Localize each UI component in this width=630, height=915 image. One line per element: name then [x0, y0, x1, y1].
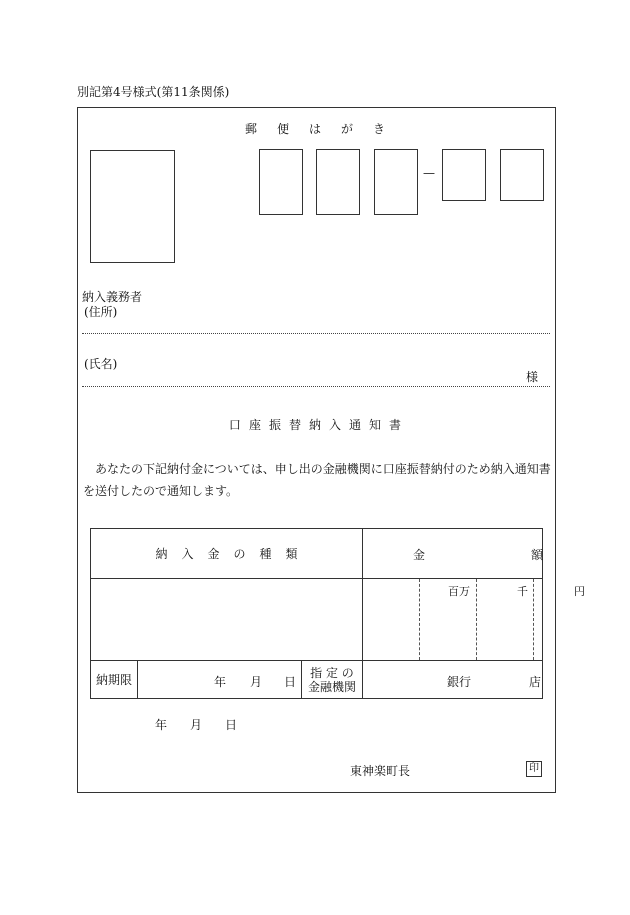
postcard-title-char: が: [341, 122, 354, 136]
notice-title-char: 振: [268, 418, 281, 432]
honorific: 様: [526, 370, 539, 384]
due-year: 年: [214, 675, 227, 689]
issue-year: 年: [155, 718, 168, 732]
issue-day: 日: [225, 718, 238, 732]
payment-type-header-char: の: [233, 547, 246, 561]
payer-label: 納入義務者: [82, 290, 143, 304]
notice-title-char: 納: [308, 418, 321, 432]
issue-month: 月: [190, 718, 203, 732]
postcard-title-char: 便: [276, 122, 289, 136]
notice-title-char: 入: [329, 418, 342, 432]
payment-type-header-char: 種: [259, 547, 272, 561]
amount-cell[interactable]: [363, 579, 585, 661]
institution-label-line-1: 指 定 の: [310, 665, 354, 680]
name-line[interactable]: [82, 386, 550, 387]
amount-header-left: 金: [413, 548, 426, 562]
seal-mark: 印: [526, 761, 542, 777]
issuer-name: 東神楽町長: [350, 764, 411, 778]
unit-yen: 円: [574, 585, 585, 598]
postcard-title-char: は: [308, 122, 321, 136]
notice-title-char: 知: [369, 418, 382, 432]
notice-title-char: 座: [248, 418, 261, 432]
amount-header-right: 額: [531, 548, 544, 562]
institution-cell[interactable]: [363, 661, 543, 699]
name-label: (氏名): [84, 357, 118, 371]
branch-label: 店: [529, 675, 542, 689]
address-line[interactable]: [82, 333, 550, 334]
postal-code-box-3[interactable]: [374, 149, 418, 215]
payment-type-cell[interactable]: [91, 579, 363, 661]
payment-type-header: [91, 529, 363, 579]
notice-title-char: 通: [349, 418, 362, 432]
notice-title: [0, 416, 630, 433]
address-label: (住所): [84, 305, 118, 319]
amount-divider: [419, 579, 420, 660]
payment-type-header-char: 金: [207, 547, 220, 561]
institution-label: [302, 661, 363, 699]
unit-millions: 百万: [448, 585, 470, 598]
institution-label-line-2: 金融機関: [307, 679, 356, 694]
amount-divider: [476, 579, 477, 660]
form-number-label: 別記第4号様式(第11条関係): [77, 85, 230, 99]
postal-code-box-2[interactable]: [316, 149, 360, 215]
due-day: 日: [284, 675, 297, 689]
payment-table: [90, 528, 585, 699]
notice-title-char: 口: [228, 418, 241, 432]
postcard-title-char: 郵: [244, 122, 257, 136]
payment-type-header-char: 入: [181, 547, 194, 561]
postal-code-dash: —: [423, 166, 435, 180]
postcard-title-char: き: [373, 122, 386, 136]
bank-label: 銀行: [447, 675, 472, 689]
notice-title-char: 書: [389, 418, 402, 432]
notice-title-char: 替: [288, 418, 301, 432]
due-month: 月: [250, 675, 263, 689]
due-date-label: 納期限: [91, 661, 138, 699]
unit-thousands: 千: [517, 585, 528, 598]
payment-type-header-char: 類: [285, 547, 298, 561]
notice-body: あなたの下記納付金については、申し出の金融機関に口座振替納付のため納入通知書を送付したので通知します。: [83, 462, 551, 498]
postal-code-box-1[interactable]: [259, 149, 303, 215]
postal-code-box-5[interactable]: [500, 149, 544, 201]
due-date-cell[interactable]: [138, 661, 302, 699]
postal-code-box-4[interactable]: [442, 149, 486, 201]
amount-header: [363, 529, 543, 579]
amount-divider: [533, 579, 534, 660]
payment-type-header-char: 納: [155, 547, 168, 561]
postcard-title: [0, 120, 630, 137]
stamp-box: [90, 150, 175, 263]
